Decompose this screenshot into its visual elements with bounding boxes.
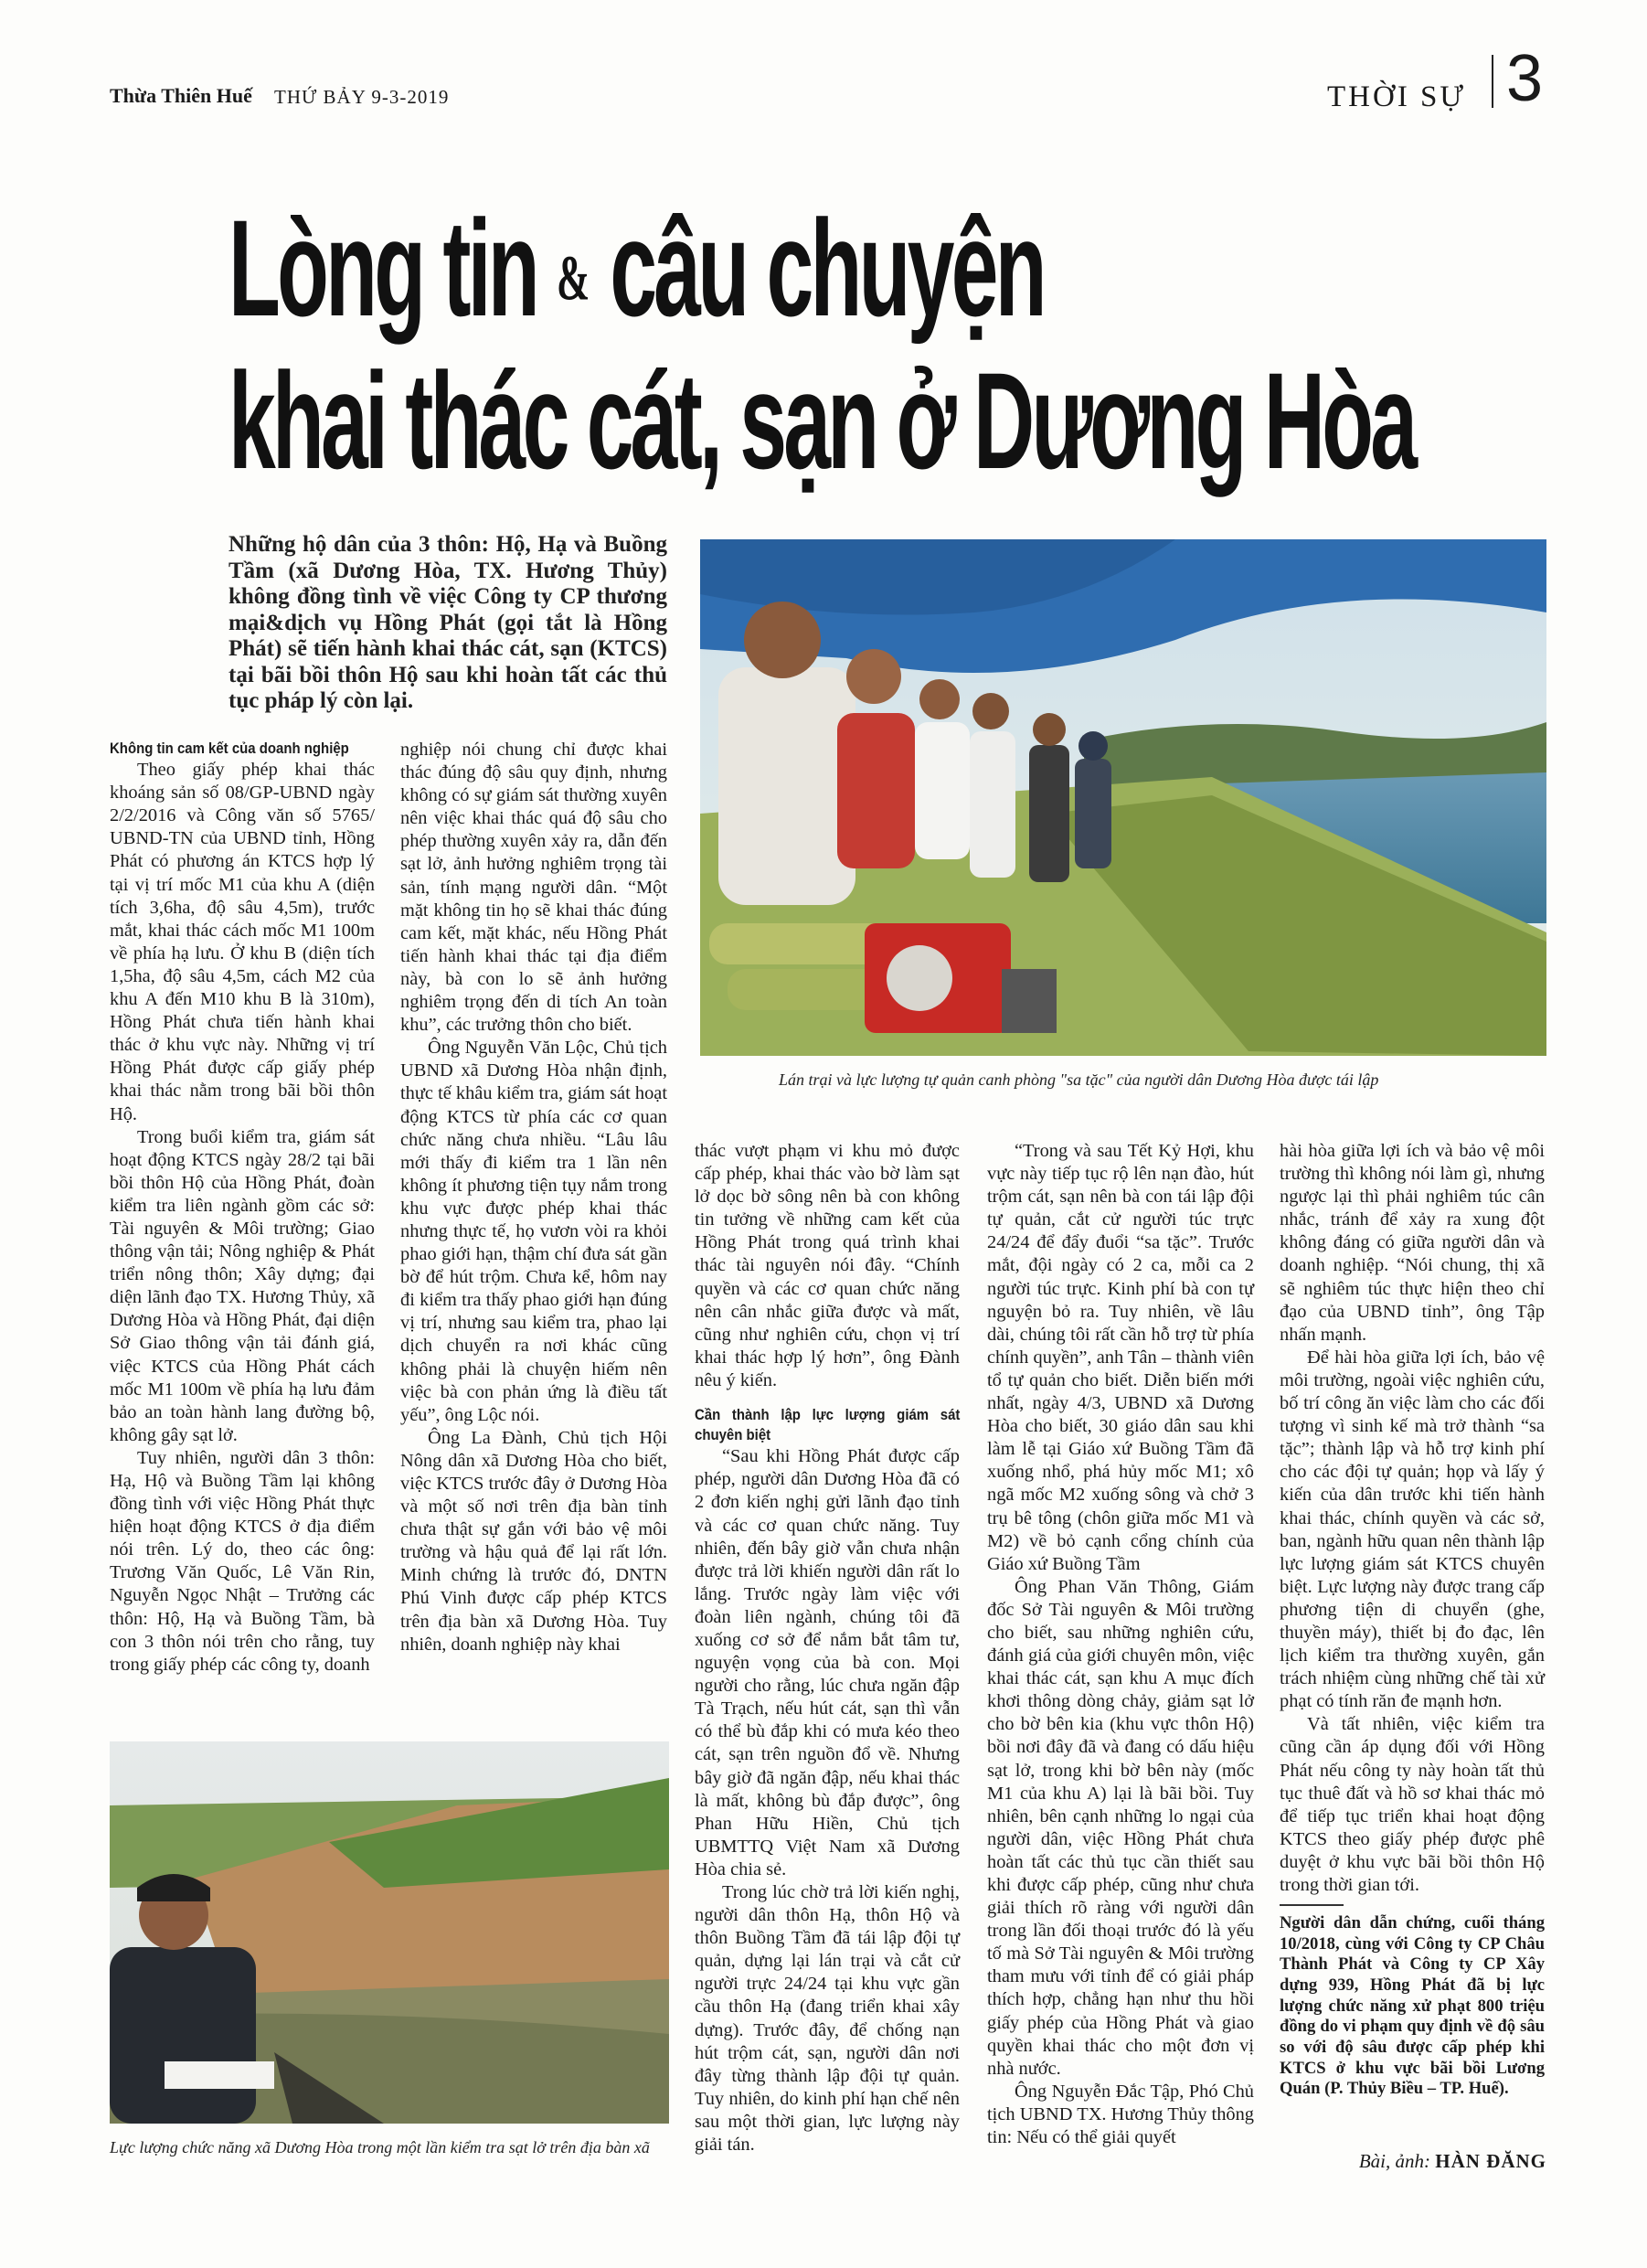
headline-part-a: Lòng tin [228,191,537,345]
section-name: THỜI SỰ [1327,80,1467,113]
subhead-distrust: Không tin cam kết của doanh nghiệp [110,740,349,757]
paragraph: Ông La Đành, Chủ tịch Hội Nông dân xã Dương Hòa cho biết, việc KTCS trước đây ở Dương Hòa và một số nơi trên địa bàn tỉnh chưa thật sự gắn với bảo vệ môi trường và hậu quả để lại rất lớn. Minh chứng là trước đó, DNTN Phú Vinh được cấp phép KTCS trên địa bàn xã Dương Hòa. Tuy nhiên, doanh nghiệp này khai [400,1427,667,1655]
paragraph: Ông Phan Văn Thông, Giám đốc Sở Tài nguyên & Môi trường cho biết, sau những nghiên cứu, đánh giá của giới chuyên môn, việc khai thác cát, sạn khu A mục đích khơi thông dòng chảy, giảm sạt lở cho bờ bên kia (khu vực thôn Hộ) bồi nơi đây đã và đang có dấu hiệu sạt lở, trong khi bờ bên này (mốc M1 của khu A) lại là bãi bồi. Tuy nhiên, bên cạnh những lo ngại của người dân, việc Hồng Phát chưa hoàn tất các thủ tục cần thiết sau khi được cấp phép, cũng như chưa giải thích rõ ràng với người dân trong lần đối thoại trước đó là yếu tố mà Sở Tài nguyên & Môi trường tham mưu với tỉnh để có giải pháp thích hợp, chẳng hạn như thu hồi giấy phép của Hồng Phát và giao quyền khai thác cho một đơn vị nhà nước. [987,1576,1254,2079]
masthead-name: Thừa Thiên Huế [110,84,252,107]
photo-riverbank-erosion [110,1741,669,2124]
article-column-5 [1280,1140,1545,2100]
paragraph: Và tất nhiên, việc kiểm tra cũng cần áp dụng đối với Hồng Phát nếu công ty này hoàn tất thủ tục thuê đất và hồ sơ khai thác mỏ để tiếp tục triển khai hoạt động KTCS theo giấy phép được phê duyệt ở khu vực bãi bồi thôn Hộ trong thời gian tới. [1280,1714,1545,1895]
subhead-monitoring-force: Cần thành lập lực lượng giám sát chuyên biệt [695,1406,961,1444]
byline-prefix: Bài, ảnh: [1358,2150,1430,2172]
issue-date: THỨ BẢY 9-3-2019 [274,86,450,108]
headline-line-1 [228,191,1044,345]
paragraph: thác vượt phạm vi khu mỏ được cấp phép, khai thác vào bờ làm sạt lở dọc bờ sông nên bà con không tin tưởng về những cam kết của Hồng Phát trong quá trình khai thác tài nguyên nói đây. “Chính quyền và các cơ quan chức năng nên cân nhắc giữa được và mất, cũng như nghiên cứu, chọn vị trí khai thác hợp lý hơn”, ông Đành nêu ý kiến. [695,1141,960,1390]
photo-riverbank-illustration [110,1741,669,2124]
article-column-1 [110,739,375,1677]
paragraph: Theo giấy phép khai thác khoáng sản số 08/GP-UBND ngày 2/2/2016 và Công văn số 5765/ UBND-TN của UBND tỉnh, Hồng Phát có phương án KTCS hợp lý tại vị trí mốc M1 của khu A (diện tích 3,6ha, độ sâu 4,5m), trước mắt, khai thác cách mốc M1 100m về phía hạ lưu. Ở khu B (diện tích 1,5ha, độ sâu 4,5m, cách M2 của khu A đến M10 khu B là 310m), Hồng Phát chưa tiến hành khai thác ở khu vực này. Những vị trí Hồng Phát được cấp giấy phép khai thác nằm trong bãi bồi thôn Hộ. [110,760,375,1124]
paragraph: Để hài hòa giữa lợi ích, bảo vệ môi trường, ngoài việc nghiên cứu, bố trí công ăn việc làm cho các đối tượng vì sinh kế mà trở thành “sa tặc”; thành lập và hỗ trợ kinh phí cho các đội tự quản; họp và lấy ý kiến của dân trước khi tiến hành khai thác, chính quyền và các sở, ban, ngành hữu quan nên thành lập lực lượng giám sát KTCS chuyên biệt. Lực lượng này được trang cấp phương tiện di chuyển (ghe, thuyền máy), thiết bị đo đạc, lên lịch kiểm tra thường xuyên, gắn trách nhiệm cùng những chế tài xử phạt có tính răn đe mạnh hơn. [1280,1347,1545,1712]
headline-ampersand: & [557,243,590,314]
paragraph: hài hòa giữa lợi ích và bảo vệ môi trường thì không nói làm gì, nhưng ngược lại thì phải nghiêm túc cân nhắc, tránh để xảy ra xung đột không đáng có giữa người dân và doanh nghiệp. “Nói chung, thị xã sẽ nghiêm túc thực hiện theo chỉ đạo của UBND tỉnh”, ông Tập nhấn mạnh. [1280,1141,1545,1345]
paragraph: Ông Nguyễn Văn Lộc, Chủ tịch UBND xã Dương Hòa nhận định, thực tế khâu kiểm tra, giám sát hoạt động KTCS từ phía các cơ quan chức năng chưa nhiều. “Lâu lâu mới thấy đi kiểm tra 1 lần nên không ít phương tiện tụy nắm trong khu vực được phép khai thác nhưng thực tế, họ vươn vòi ra khỏi phao giới hạn, thậm chí đưa sát gần bờ để hút trộm. Chưa kể, hôm nay đi kiểm tra thấy phao giới hạn đúng vị trí, nhưng sau kiểm tra, phao lại dịch chuyển ra nơi khác cũng không phải là chuyện hiếm nên việc bà con phản ứng là điều tất yếu”, ông Lộc nói. [400,1038,667,1425]
article-column-2 [400,739,667,1656]
byline-author: HÀN ĐĂNG [1435,2150,1546,2172]
article-column-4 [987,1140,1254,2149]
photo-caption-2: Lực lượng chức năng xã Dương Hòa trong một lần kiểm tra sạt lở trên địa bàn xã [110,2138,650,2156]
paragraph: Tuy nhiên, người dân 3 thôn: Hạ, Hộ và Buồng Tầm lại không đồng tình với việc Hồng Phát thực hiện hoạt động KTCS ở địa điểm nói trên. Lý do, theo các ông: Trương Văn Quốc, Lê Văn Rin, Nguyễn Ngọc Nhật – Trưởng các thôn: Hộ, Hạ và Buồng Tầm, bà con 3 thôn nói trên cho rằng, tuy trong giấy phép các công ty, doanh [110,1447,375,1675]
paragraph: Ông Nguyễn Đắc Tập, Phó Chủ tịch UBND TX. Hương Thủy thông tin: Nếu có thể giải quyết [987,2081,1254,2148]
photo-camp-tent-illustration [700,539,1546,1056]
headline-part-b: câu chuyện [610,191,1044,345]
sidebar-note: Người dân dẫn chứng, cuối tháng 10/2018, cùng với Công ty CP Châu Thành Phát và Công ty CP Xây dựng 939, Hồng Phát đã bị lực lượng chức năng xử phạt 800 triệu đồng do vi phạm quy định về độ sâu so với độ sâu được cấp phép khi KTCS ở khu vực bãi bồi Lương Quán (P. Thủy Biều – TP. Huế). [1280,1913,1545,2099]
byline [1280,2150,1546,2173]
note-divider [1280,1904,1344,1906]
photo-caption-1: Lán trại và lực lượng tự quản canh phòng "sa tặc" của người dân Dương Hòa được tái lập [779,1070,1379,1089]
article-lead: Những hộ dân của 3 thôn: Hộ, Hạ và Buồng Tầm (xã Dương Hòa, TX. Hương Thủy) không đồng tình về việc Công ty CP thương mại&dịch vụ Hồng Phát (gọi tắt là Hồng Phát) sẽ tiến hành khai thác cát, sạn (KTCS) tại bãi bồi thôn Hộ sau khi hoàn tất các thủ tục pháp lý còn lại. [228,532,667,713]
header-divider [1492,55,1493,108]
paragraph: “Sau khi Hồng Phát được cấp phép, người dân Dương Hòa đã có 2 đơn kiến nghị gửi lãnh đạo tỉnh và các cơ quan chức năng. Tuy nhiên, đến bây giờ vẫn chưa nhận được trả lời khiến người dân rất lo lắng. Trước ngày làm việc với đoàn liên ngành, chúng tôi đã xuống cơ sở để nắm bắt tâm tư, nguyện vọng của bà con. Mọi người cho rằng, lúc chưa ngăn đập Tà Trạch, nếu hút cát, sạn thì vẫn có thể bù đắp khi có mưa kéo theo cát, sạn trên nguồn đổ về. Nhưng bây giờ đã ngăn đập, nếu khai thác là mất, không bù đắp được”, ông Phan Hữu Hiền, Chủ tịch UBMTTQ Việt Nam xã Dương Hòa chia sẻ. [695,1446,960,1879]
headline-line-2: khai thác cát, sạn ở Dương Hòa [228,344,1415,497]
photo-camp-tent [700,539,1546,1056]
paragraph: nghiệp nói chung chỉ được khai thác đúng độ sâu quy định, nhưng không có sự giám sát thường xuyên nên việc khai thác quá độ sâu cho phép thường xuyên xảy ra, dẫn đến sạt lở, ảnh hưởng nghiêm trọng tài sản, tính mạng người dân. “Một mặt không tin họ sẽ khai thác đúng cam kết, mặt khác, nếu Hồng Phát tiến hành khai thác tại địa điểm này, bà con lo sẽ ảnh hưởng nghiêm trọng đến di tích An toàn khu”, các trưởng thôn cho biết. [400,740,667,1036]
article-column-3 [695,1140,960,2156]
paragraph: Trong lúc chờ trả lời kiến nghị, người dân thôn Hạ, thôn Hộ và thôn Buồng Tầm đã tái lập đội tự quản, dựng lại lán trại và cắt cử người trực 24/24 tại khu vực gần cầu thôn Hạ (đang triển khai xây dựng). Trước đây, để chống nạn hút trộm cát, sạn, người dân nơi đây từng thành lập đội tự quản. Tuy nhiên, do kinh phí hạn chế nên sau một thời gian, lực lượng này giải tán. [695,1882,960,2156]
paragraph: “Trong và sau Tết Kỷ Hợi, khu vực này tiếp tục rộ lên nạn đào, hút trộm cát, sạn nên bà con tái lập đội tự quản, cắt cử người túc trực 24/24 để đẩy đuổi “sa tặc”. Trước mắt, đội ngày có 2 ca, mỗi ca 2 người túc trực. Kinh phí bà con tự nguyện bỏ ra. Tuy nhiên, về lâu dài, chúng tôi rất cần hỗ trợ từ phía chính quyền”, anh Tân – thành viên tổ tự quản cho biết. Diễn biến mới nhất, ngày 4/3, UBND xã Dương Hòa cho biết, 30 giáo dân sau khi làm lễ tại Giáo xứ Buồng Tầm đã xuống nhổ, phá hủy mốc M1; xô ngã mốc M2 xuống sông và chở 3 trụ bê tông (chôn giữa mốc M1 và M2) về bỏ cạnh cổng chính của Giáo xứ Buồng Tầm [987,1141,1254,1574]
page-number: 3 [1506,42,1544,115]
paragraph: Trong buổi kiểm tra, giám sát hoạt động KTCS ngày 28/2 tại bãi bồi thôn Hộ của Hồng Phát, đoàn kiểm tra liên ngành gồm các sở: Tài nguyên & Môi trường; Giao thông vận tải; Nông nghiệp & Phát triển nông thôn; Xây dựng; đại diện lãnh đạo TX. Hương Thủy, xã Dương Hòa và Hồng Phát, đại diện Sở Giao thông vận tải đánh giá, việc KTCS của Hồng Phát cách mốc M1 100m về phía hạ lưu đảm bảo an toàn hành lang đường bộ, không gây sạt lở. [110,1126,375,1445]
